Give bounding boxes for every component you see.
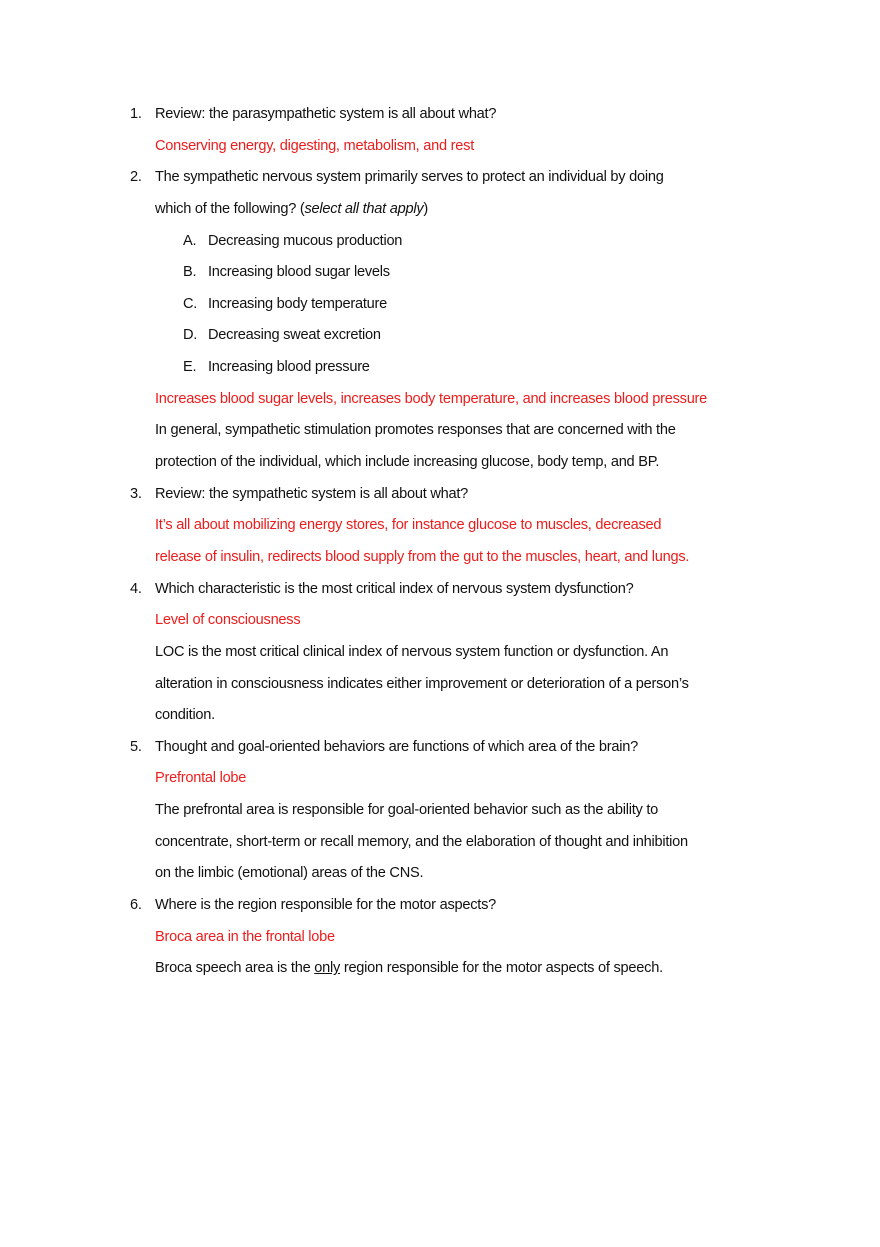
question-text: Review: the parasympathetic system is all about what? [155,106,497,122]
explanation-part: region responsible for the motor aspects of speech. [340,960,663,977]
explanation-text [155,953,663,985]
answer-text: Level of consciousness [155,612,301,629]
option-c [0,289,880,321]
question-text: Thought and goal-oriented behaviors are functions of which area of the brain? [155,738,638,755]
question-text: The sympathetic nervous system primarily serves to protect an individual by doing [155,169,664,186]
answer-text: Conserving energy, digesting, metabolism, and rest [155,137,475,154]
question-6 [0,890,880,922]
option-letter: A. [183,232,197,249]
question-number: 4. [130,580,142,597]
question-text-part: ) [423,200,428,217]
option-d [0,320,880,352]
option-e [0,352,880,384]
question-number: 3. [130,485,142,502]
document-page [0,99,880,985]
option-a [0,226,880,258]
question-1 [0,99,880,131]
explanation-part: Broca speech area is the [155,960,315,977]
explanation-text: LOC is the most critical clinical index of nervous system function or dysfunction. An [155,643,669,660]
explanation-text: concentrate, short-term or recall memory, and the elaboration of thought and inhibition [155,833,688,850]
question-number: 6. [130,897,142,914]
question-5 [0,732,880,764]
explanation-text: In general, sympathetic stimulation promotes responses that are concerned with the [155,422,676,439]
option-text: Decreasing mucous production [208,232,403,249]
option-letter: D. [183,327,198,344]
explanation-text: alteration in consciousness indicates either improvement or deterioration of a person’s [155,675,689,692]
question-italic-note: select all that apply [304,200,424,217]
explanation-text: protection of the individual, which include increasing glucose, body temp, and BP. [155,454,660,471]
option-b [0,257,880,289]
option-letter: E. [183,359,197,376]
answer-text: It’s all about mobilizing energy stores, for instance glucose to muscles, decreased [155,517,662,534]
option-text: Decreasing sweat excretion [208,327,381,344]
question-number: 1. [130,106,142,122]
question-text: Which characteristic is the most critical index of nervous system dysfunction? [155,580,634,597]
option-text: Increasing blood sugar levels [208,264,390,281]
answer-text: Increases blood sugar levels, increases body temperature, and increases blood pressure [155,390,708,407]
question-text-part: which of the following? ( [155,200,305,217]
question-number: 2. [130,169,142,186]
question-text: Review: the sympathetic system is all about what? [155,485,469,502]
explanation-text: on the limbic (emotional) areas of the CNS. [155,865,424,882]
option-letter: C. [183,295,198,312]
explanation-text: The prefrontal area is responsible for goal-oriented behavior such as the ability to [155,802,659,819]
question-number: 5. [130,738,142,755]
option-text: Increasing blood pressure [208,359,370,376]
answer-text: release of insulin, redirects blood supply from the gut to the muscles, heart, and lungs. [155,548,690,565]
underlined-word: only [314,960,341,977]
option-letter: B. [183,264,197,281]
option-text: Increasing body temperature [208,295,388,312]
explanation-text: condition. [155,707,215,724]
question-3 [0,479,880,511]
question-2 [0,162,880,194]
question-text: Where is the region responsible for the motor aspects? [155,897,496,914]
answer-text: Prefrontal lobe [155,770,247,787]
question-text [155,194,428,226]
question-4 [0,574,880,606]
answer-text: Broca area in the frontal lobe [155,928,335,945]
